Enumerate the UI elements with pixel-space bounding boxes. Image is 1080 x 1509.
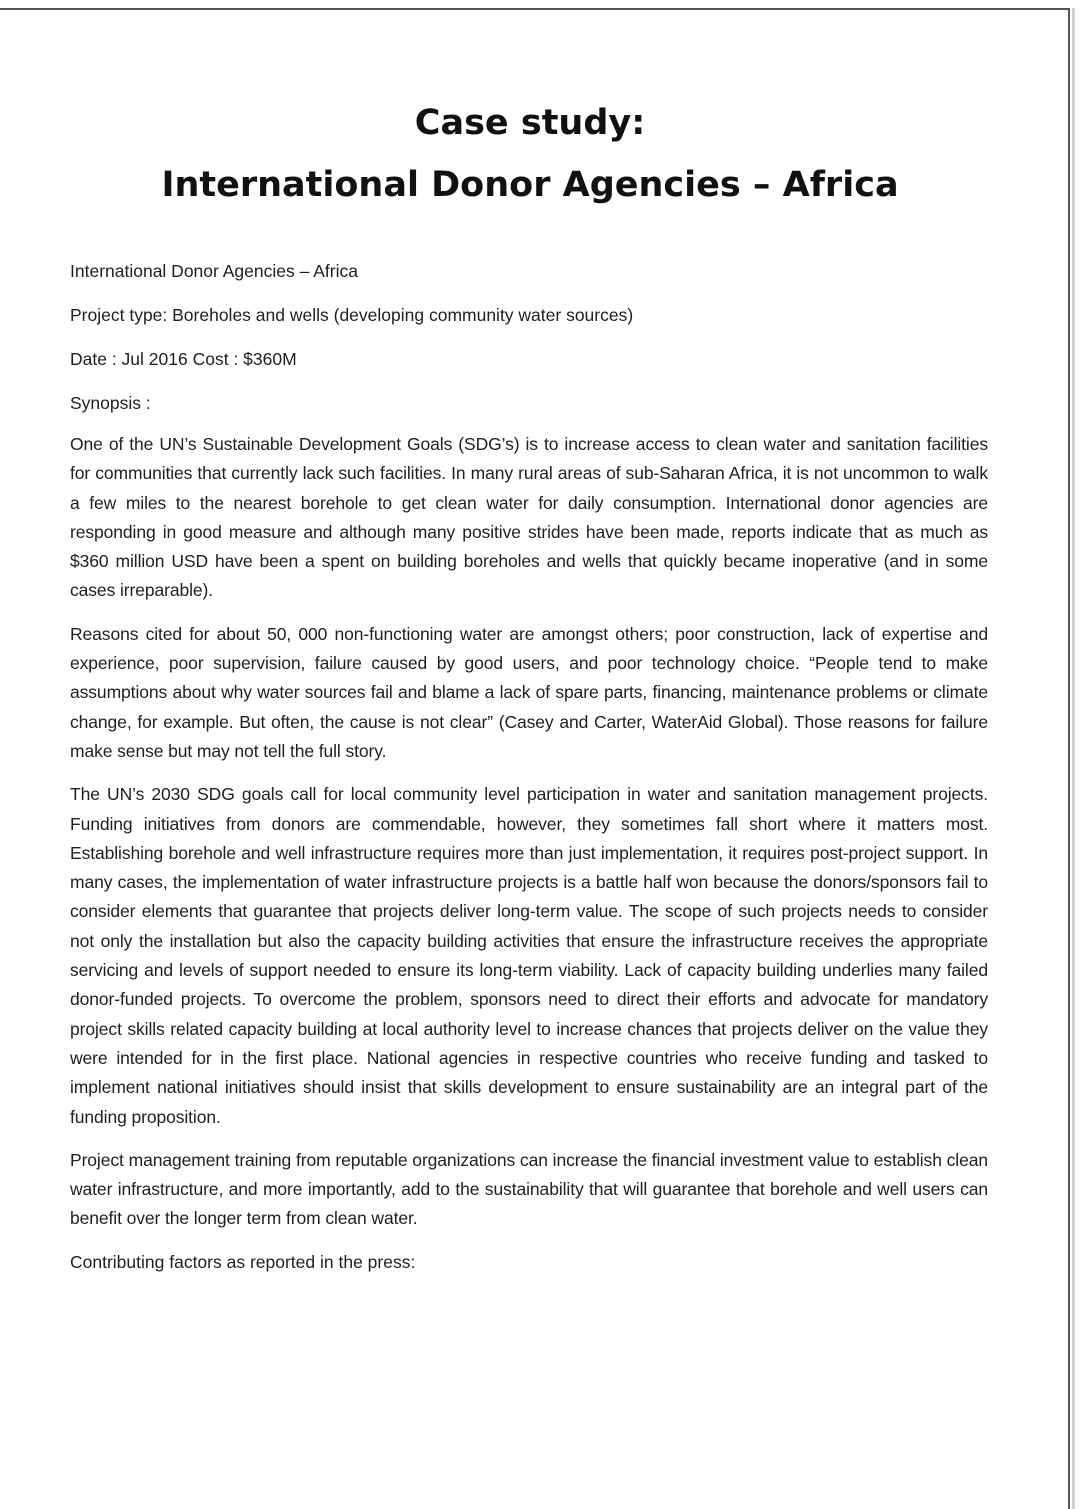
synopsis-label: Synopsis : (70, 393, 151, 413)
date-cost-line: Date : Jul 2016 Cost : $360M (70, 349, 297, 369)
project-type-line: Project type: Boreholes and wells (developing community water sources) (70, 305, 634, 325)
document-body (70, 257, 988, 1292)
paragraph-capacity-building: The UN’s 2030 SDG goals call for local community level participation in water and sanitation management projects. Funding initiatives from donors are commendable, however, they sometimes fall short where it matters most. Establishing borehole and well infrastructure requires more than just implementation, it requires post-project support. In many cases, the implementation of water infrastructure projects is a battle half won because the donors/sponsors fail to consider elements that guarantee that projects deliver long-term value. The scope of such projects needs to consider not only the installation but also the capacity building activities that ensure the infrastructure receives the appropriate servicing and levels of support needed to ensure its long-term viability. Lack of capacity building underlies many failed donor-funded projects. To overcome the problem, sponsors need to direct their efforts and advocate for mandatory project skills related capacity building at local authority level to increase chances that projects deliver on the value they were intended for in the first place. National agencies in respective countries who receive funding and tasked to implement national initiatives should insist that skills development to ensure sustainability are an integral part of the funding proposition. (70, 784, 988, 1127)
page-border-right (1068, 8, 1070, 1509)
agency-line: International Donor Agencies – Africa (70, 261, 358, 281)
page-border-top (0, 8, 1070, 10)
paragraph-pm-training: Project management training from reputable organizations can increase the financial investment value to establish clean water infrastructure, and more importantly, add to the sustainability that will guarantee that borehole and well users can benefit over the longer term from clean water. (70, 1149, 988, 1229)
page-edge-shadow (1072, 8, 1075, 1509)
title-line-2: International Donor Agencies – Africa (161, 165, 899, 205)
paragraph-sdg-intro: One of the UN’s Sustainable Development Goals (SDG’s) is to increase access to clean water and sanitation facilities for communities that currently lack such facilities. In many rural areas of sub-Saharan Africa, it is not uncommon to walk a few miles to the nearest borehole to get clean water for daily consumption. International donor agencies are responding in good measure and although many positive strides have been made, reports indicate that as much as $360 million USD have been a spent on building boreholes and wells that quickly became inoperative (and in some cases irreparable). (70, 434, 988, 601)
title-line-1: Case study: (414, 103, 646, 143)
contributing-factors-line: Contributing factors as reported in the press: (70, 1251, 416, 1272)
document-title (0, 92, 1060, 216)
paragraph-failure-reasons: Reasons cited for about 50, 000 non-functioning water are amongst others; poor construction, lack of expertise and experience, poor supervision, failure caused by good users, and poor technology choice. “People tend to make assumptions about why water sources fail and blame a lack of spare parts, financing, maintenance problems or climate change, for example. But often, the cause is not clear” (Casey and Carter, WaterAid Global). Those reasons for failure make sense but may not tell the full story. (70, 623, 988, 761)
